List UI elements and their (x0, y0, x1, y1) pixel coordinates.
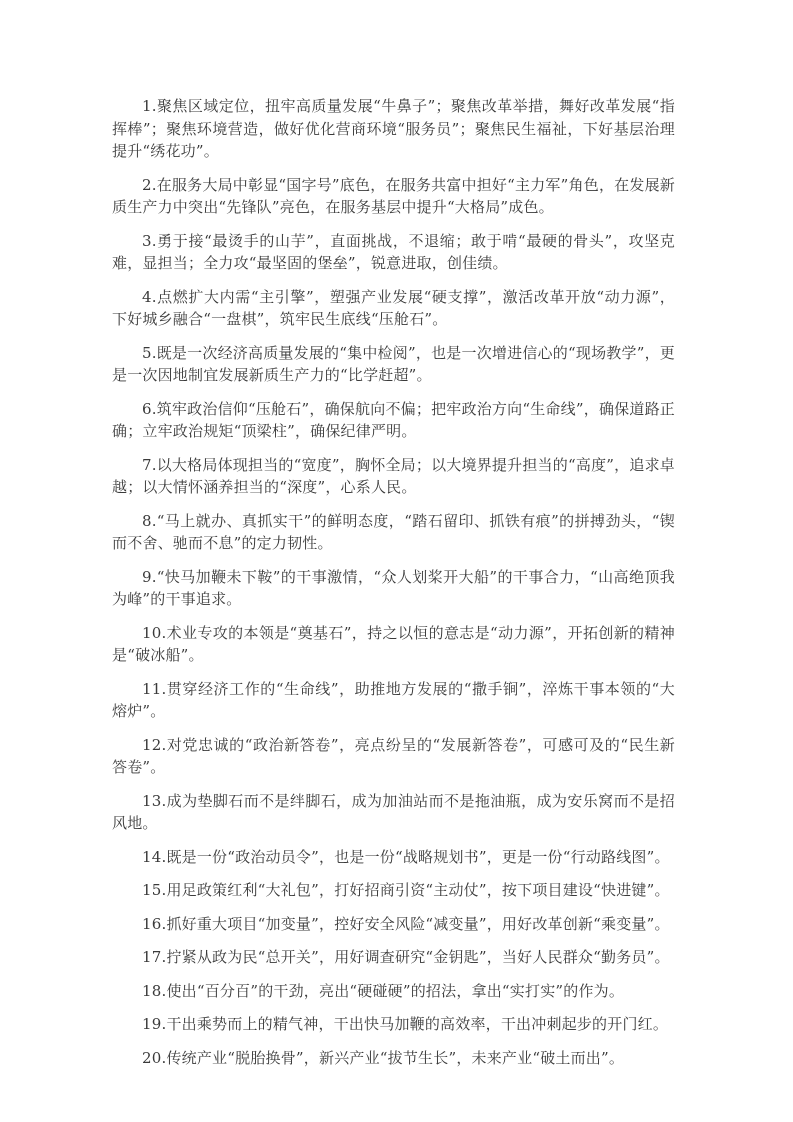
paragraph-3: 3.勇于接“最烫手的山芋”，直面挑战，不退缩；敢于啃“最硬的骨头”，攻坚克难，显担当；全力攻“最坚固的堡垒”，锐意进取，创佳绩。 (112, 231, 675, 272)
paragraph-15: 15.用足政策红利“大礼包”，打好招商引资“主动仗”，按下项目建设“快进键”。 (142, 881, 670, 899)
paragraph-9: 9.“快马加鞭未下鞍”的干事激情，“众人划桨开大船”的干事合力，“山高绝顶我为峰”的干事追求。 (112, 567, 675, 608)
paragraph-11: 11.贯穿经济工作的“生命线”，助推地方发展的“撒手锏”，淬炼干事本领的“大熔炉”。 (112, 679, 675, 720)
paragraph-20: 20.传统产业“脱胎换骨”，新兴产业“拔节生长”，未来产业“破土而出”。 (142, 1048, 625, 1067)
paragraph-16: 16.抓好重大项目“加变量”，控好安全风险“减变量”，用好改革创新“乘变量”。 (142, 914, 670, 933)
paragraph-13: 13.成为垫脚石而不是绊脚石，成为加油站而不是拖油瓶，成为安乐窝而不是招风地。 (112, 791, 675, 832)
paragraph-6: 6.筑牢政治信仰“压舱石”，确保航向不偏；把牢政治方向“生命线”，确保道路正确；立牢政治规矩“顶梁柱”，确保纪律严明。 (112, 399, 675, 440)
paragraph-14: 14.既是一份“政治动员令”，也是一份“战略规划书”，更是一份“行动路线图”。 (142, 847, 670, 866)
paragraph-7: 7.以大格局体现担当的“宽度”，胸怀全局；以大境界提升担当的“高度”，追求卓越；以大情怀涵养担当的“深度”，心系人民。 (112, 455, 675, 496)
paragraph-1: 1.聚焦区域定位，扭牢高质量发展“牛鼻子”；聚焦改革举措，舞好改革发展“指挥棒”；聚焦环境营造，做好优化营商环境“服务员”；聚焦民生福祉，下好基层治理提升“绣花功”。 (112, 97, 675, 160)
paragraph-8: 8.“马上就办、真抓实干”的鲜明态度，“踏石留印、抓铁有痕”的拼搏劲头，“锲而不舍、驰而不息”的定力韧性。 (112, 511, 675, 552)
paragraph-19: 19.干出乘势而上的精气神，干出快马加鞭的高效率，干出冲刺起步的开门红。 (142, 1015, 669, 1033)
paragraph-4: 4.点燃扩大内需“主引擎”，塑强产业发展“硬支撑”，激活改革开放“动力源”，下好城乡融合“一盘棋”，筑牢民生底线“压舱石”。 (112, 287, 675, 328)
paragraph-17: 17.拧紧从政为民“总开关”，用好调查研究“金钥匙”，当好人民群众“勤务员”。 (142, 948, 670, 966)
paragraph-5: 5.既是一次经济高质量发展的“集中检阅”，也是一次增进信心的“现场教学”，更是一次因地制宜发展新质生产力的“比学赶超”。 (112, 343, 675, 384)
paragraph-12: 12.对党忠诚的“政治新答卷”，亮点纷呈的“发展新答卷”，可感可及的“民生新答卷”。 (112, 735, 675, 776)
paragraph-2: 2.在服务大局中彰显“国字号”底色，在服务共富中担好“主力军”角色，在发展新质生产力中突出“先锋队”亮色，在服务基层中提升“大格局”成色。 (112, 175, 675, 216)
document-page (112, 95, 675, 1080)
paragraph-18: 18.使出“百分百”的干劲，亮出“硬碰硬”的招法，拿出“实打实”的作为。 (142, 981, 625, 1000)
paragraph-10: 10.术业专攻的本领是“奠基石”，持之以恒的意志是“动力源”，开拓创新的精神是“破冰船”。 (112, 623, 675, 664)
